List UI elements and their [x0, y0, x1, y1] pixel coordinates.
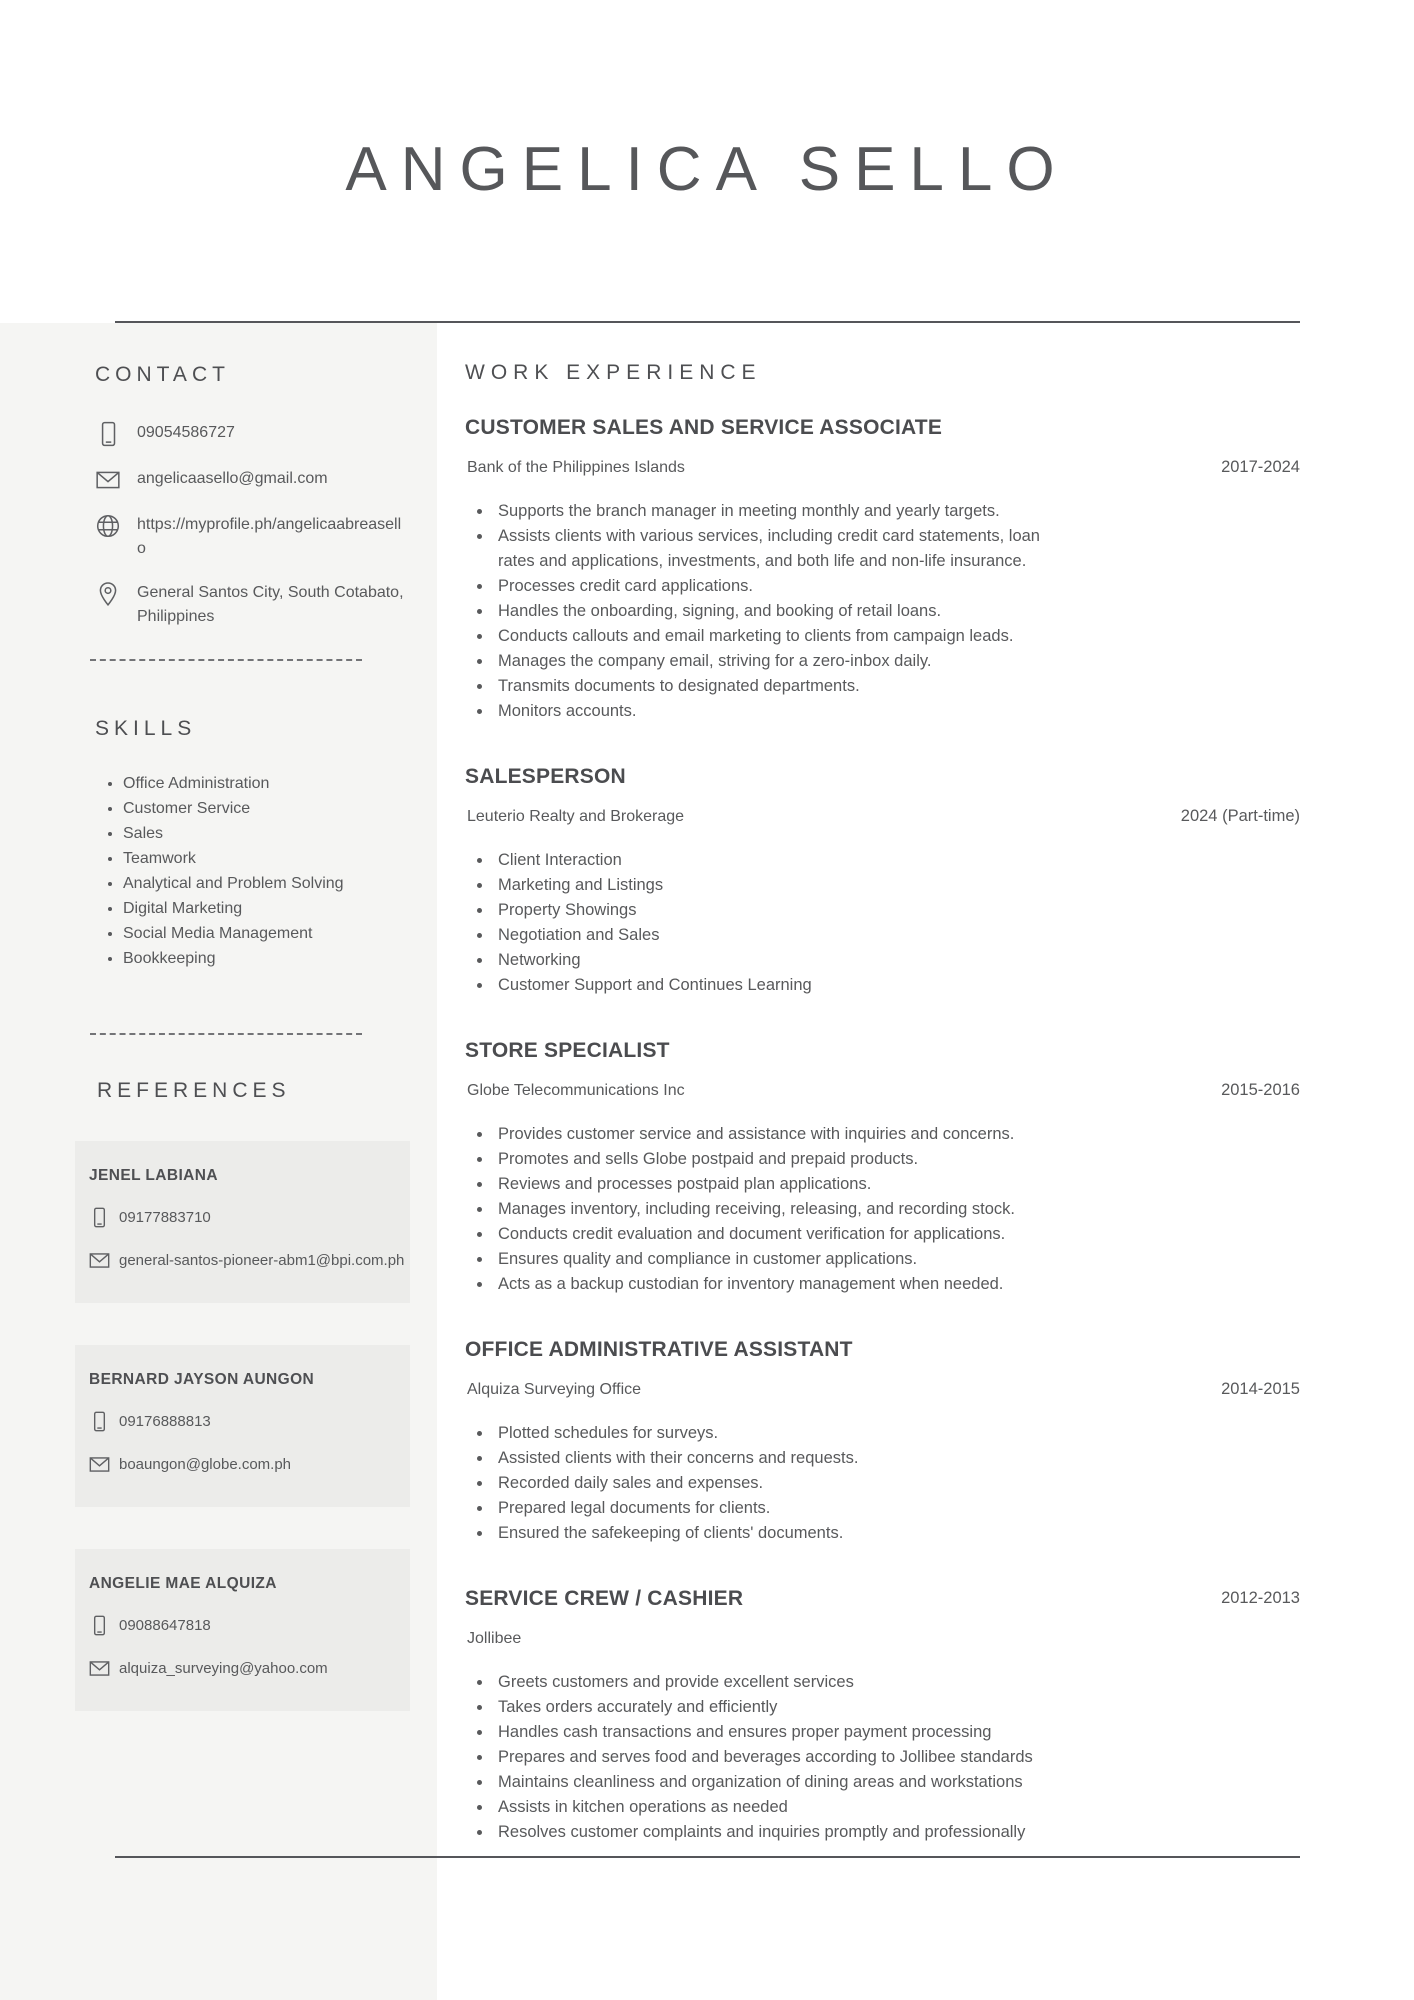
- job-dates: 2015-2016: [1221, 1081, 1300, 1099]
- reference-card: [75, 1549, 410, 1711]
- reference-name: JENEL LABIANA: [89, 1167, 218, 1184]
- job-bullet: • Reviews and processes postpaid plan applications.: [493, 1172, 1080, 1197]
- job-bullet: • Monitors accounts.: [493, 699, 1080, 724]
- contact-website: https://myprofile.ph/angelicaabreasello: [137, 516, 402, 557]
- job-title: SALESPERSON: [465, 765, 626, 788]
- reference-email-row: [89, 1658, 396, 1679]
- job-bullet: • Promotes and sells Globe postpaid and prepaid products.: [493, 1147, 1080, 1172]
- job-bullet: • Greets customers and provide excellent services: [493, 1670, 1080, 1695]
- phone-icon: [89, 1615, 110, 1636]
- job-company: Bank of the Philippines Islands: [467, 459, 685, 476]
- job-dates: 2012-2013: [1221, 1589, 1300, 1607]
- reference-phone: 09176888813: [119, 1413, 211, 1430]
- person-name: ANGELICA SELLO: [345, 134, 1069, 204]
- job-bullet: • Manages inventory, including receiving, releasing, and recording stock.: [493, 1197, 1080, 1222]
- job-title: OFFICE ADMINISTRATIVE ASSISTANT: [465, 1338, 853, 1361]
- email-icon: [89, 1454, 110, 1475]
- main-column: [437, 323, 1414, 2000]
- skill-item: • Teamwork: [123, 846, 410, 871]
- job-dates: 2017-2024: [1221, 458, 1300, 476]
- job-bullets: [465, 499, 1080, 724]
- email-icon: [89, 1250, 110, 1271]
- job-bullet: • Handles cash transactions and ensures proper payment processing: [493, 1720, 1080, 1745]
- job-bullets: [465, 1670, 1080, 1845]
- job-bullet: • Takes orders accurately and efficiently: [493, 1695, 1080, 1720]
- contact-location: General Santos City, South Cotabato, Philippines: [137, 584, 404, 625]
- job-title: STORE SPECIALIST: [465, 1039, 670, 1062]
- phone-icon: [89, 1411, 110, 1432]
- job-entry: [465, 413, 1300, 724]
- job-company: Jollibee: [467, 1630, 522, 1647]
- job-bullet: • Negotiation and Sales: [493, 923, 1080, 948]
- location-pin-icon: [95, 581, 121, 607]
- reference-name: ANGELIE MAE ALQUIZA: [89, 1575, 277, 1592]
- reference-phone-row: [89, 1411, 396, 1432]
- contact-phone-row: [75, 421, 410, 447]
- skill-item: • Digital Marketing: [123, 896, 410, 921]
- reference-phone-row: [89, 1207, 396, 1228]
- job-bullets: [465, 1421, 1080, 1546]
- reference-email: boaungon@globe.com.ph: [119, 1456, 292, 1473]
- job-bullet: • Transmits documents to designated departments.: [493, 674, 1080, 699]
- job-title: CUSTOMER SALES AND SERVICE ASSOCIATE: [465, 416, 943, 439]
- job-entry: [465, 1335, 1300, 1546]
- reference-card: [75, 1141, 410, 1303]
- job-bullet: • Prepared legal documents for clients.: [493, 1496, 1080, 1521]
- jobs-list: [465, 413, 1300, 1845]
- work-experience-heading: WORK EXPERIENCE: [465, 361, 762, 384]
- reference-email: general-santos-pioneer-abm1@bpi.com.ph: [119, 1252, 405, 1269]
- job-header: [465, 1335, 1300, 1401]
- reference-card: [75, 1345, 410, 1507]
- reference-email: alquiza_surveying@yahoo.com: [119, 1660, 328, 1677]
- job-bullet: • Client Interaction: [493, 848, 1080, 873]
- job-bullet: • Conducts callouts and email marketing to clients from campaign leads.: [493, 624, 1080, 649]
- job-bullet: • Assists clients with various services, including credit card statements, loan rates and applications, investments, and both life and non-life insurance.: [493, 524, 1080, 574]
- reference-phone: 09088647818: [119, 1617, 211, 1634]
- job-company: Globe Telecommunications Inc: [467, 1082, 685, 1099]
- job-bullet: • Acts as a backup custodian for inventory management when needed.: [493, 1272, 1080, 1297]
- email-icon: [89, 1658, 110, 1679]
- dashed-divider: [90, 1033, 362, 1035]
- skill-item: • Social Media Management: [123, 921, 410, 946]
- job-bullet: • Assists in kitchen operations as needed: [493, 1795, 1080, 1820]
- skill-item: • Customer Service: [123, 796, 410, 821]
- job-bullets: [465, 1122, 1080, 1297]
- skills-list: [75, 771, 410, 971]
- job-bullet: • Processes credit card applications.: [493, 574, 1080, 599]
- sidebar: [0, 323, 437, 2000]
- job-company: Alquiza Surveying Office: [467, 1381, 642, 1398]
- skills-heading: SKILLS: [95, 717, 197, 740]
- phone-icon: [95, 421, 121, 447]
- job-header: [465, 1584, 1300, 1650]
- reference-phone: 09177883710: [119, 1209, 211, 1226]
- job-bullet: • Resolves customer complaints and inquiries promptly and professionally: [493, 1820, 1080, 1845]
- job-bullet: • Networking: [493, 948, 1080, 973]
- job-entry: [465, 762, 1300, 998]
- skill-item: • Analytical and Problem Solving: [123, 871, 410, 896]
- references-list: [75, 1141, 410, 1711]
- job-dates: 2024 (Part-time): [1180, 807, 1300, 825]
- job-bullet: • Handles the onboarding, signing, and booking of retail loans.: [493, 599, 1080, 624]
- job-company: Leuterio Realty and Brokerage: [467, 808, 685, 825]
- job-bullet: • Conducts credit evaluation and document verification for applications.: [493, 1222, 1080, 1247]
- reference-phone-row: [89, 1615, 396, 1636]
- job-bullet: • Provides customer service and assistance with inquiries and concerns.: [493, 1122, 1080, 1147]
- contact-email-row: [75, 467, 410, 493]
- job-entry: [465, 1036, 1300, 1297]
- job-dates: 2014-2015: [1221, 1380, 1300, 1398]
- reference-name: BERNARD JAYSON AUNGON: [89, 1371, 315, 1388]
- skill-item: • Office Administration: [123, 771, 410, 796]
- job-bullet: • Recorded daily sales and expenses.: [493, 1471, 1080, 1496]
- job-header: [465, 413, 1300, 479]
- skill-item: • Bookkeeping: [123, 946, 410, 971]
- contact-phone: 09054586727: [137, 424, 235, 441]
- job-bullet: • Supports the branch manager in meeting monthly and yearly targets.: [493, 499, 1080, 524]
- skill-item: • Sales: [123, 821, 410, 846]
- job-bullet: • Property Showings: [493, 898, 1080, 923]
- job-bullet: • Manages the company email, striving for a zero-inbox daily.: [493, 649, 1080, 674]
- job-title: SERVICE CREW / CASHIER: [465, 1587, 744, 1610]
- contact-website-row: [75, 513, 410, 561]
- reference-email-row: [89, 1454, 396, 1475]
- job-bullet: • Ensured the safekeeping of clients' documents.: [493, 1521, 1080, 1546]
- job-header: [465, 762, 1300, 828]
- reference-email-row: [89, 1250, 405, 1271]
- resume-header: [0, 0, 1414, 322]
- job-bullet: • Customer Support and Continues Learning: [493, 973, 1080, 998]
- email-icon: [95, 467, 121, 493]
- job-bullets: [465, 848, 1080, 998]
- job-bullet: • Plotted schedules for surveys.: [493, 1421, 1080, 1446]
- references-heading: REFERENCES: [97, 1079, 291, 1102]
- contact-email: angelicaasello@gmail.com: [137, 470, 328, 487]
- contact-heading: CONTACT: [95, 363, 230, 386]
- dashed-divider: [90, 659, 362, 661]
- job-bullet: • Ensures quality and compliance in customer applications.: [493, 1247, 1080, 1272]
- job-bullet: • Prepares and serves food and beverages according to Jollibee standards: [493, 1745, 1080, 1770]
- job-bullet: • Maintains cleanliness and organization of dining areas and workstations: [493, 1770, 1080, 1795]
- job-bullet: • Marketing and Listings: [493, 873, 1080, 898]
- globe-icon: [95, 513, 121, 539]
- contact-location-row: [75, 581, 410, 629]
- job-bullet: • Assisted clients with their concerns and requests.: [493, 1446, 1080, 1471]
- phone-icon: [89, 1207, 110, 1228]
- job-entry: [465, 1584, 1300, 1845]
- resume-body: [0, 323, 1414, 2000]
- contact-list: [75, 421, 410, 629]
- bottom-divider: [115, 1856, 1300, 1858]
- job-header: [465, 1036, 1300, 1102]
